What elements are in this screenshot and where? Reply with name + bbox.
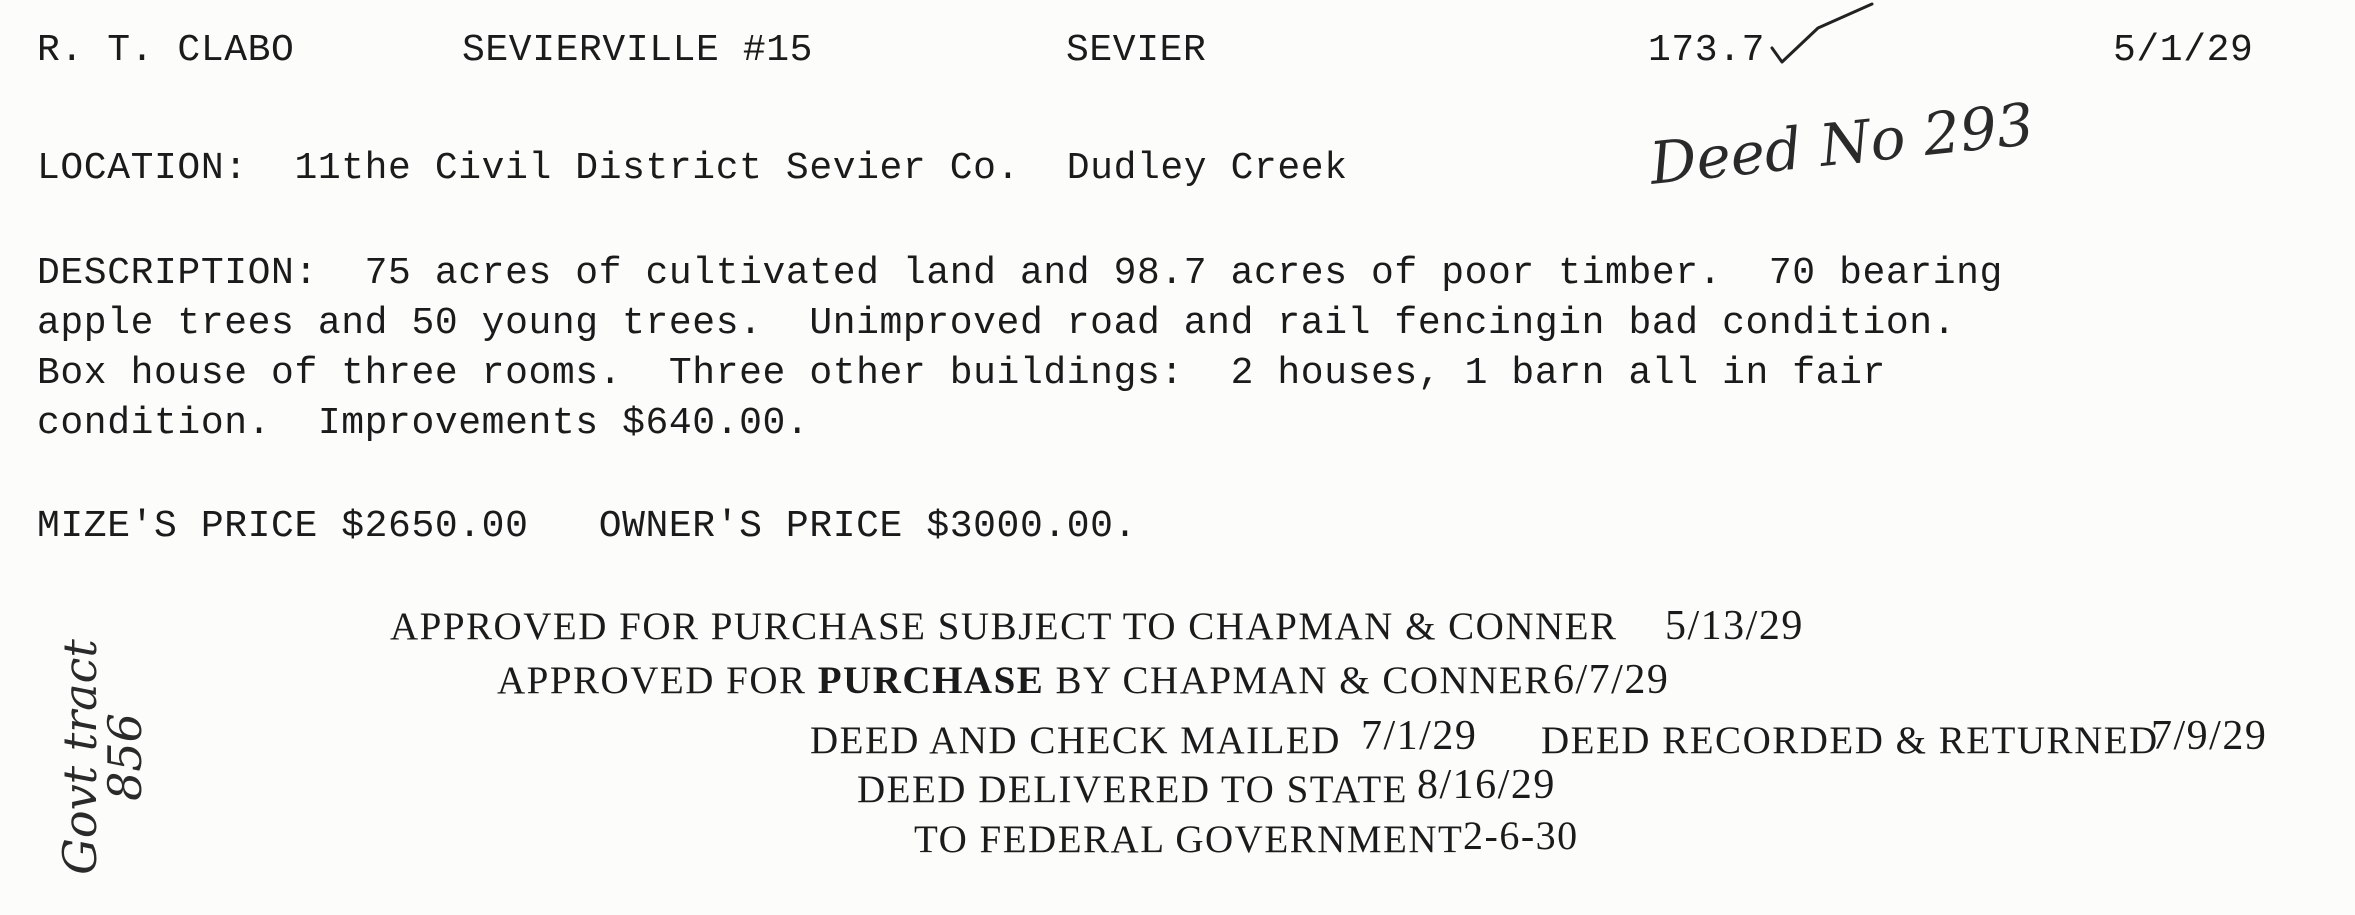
approved-by-text-2: BY CHAPMAN & CONNER xyxy=(1044,659,1552,702)
location-line: LOCATION: 11the Civil District Sevier Co. Dudley Creek xyxy=(37,147,1348,190)
description-line-1: DESCRIPTION: 75 acres of cultivated land and 98.7 acres of poor timber. 70 bearing xyxy=(37,252,2003,295)
recorded-date: 7/9/29 xyxy=(2151,713,2268,759)
mailed-stamp: DEED AND CHECK MAILED xyxy=(810,719,1341,762)
delivered-date: 8/16/29 xyxy=(1417,762,1556,808)
description-line-2: apple trees and 50 young trees. Unimproved road and rail fencingin bad condition. xyxy=(37,302,1957,345)
approved-by-date: 6/7/29 xyxy=(1553,657,1670,703)
approved-by-text-1: APPROVED FOR xyxy=(497,659,818,702)
approved-subject-stamp: APPROVED FOR PURCHASE SUBJECT TO CHAPMAN & CONNER xyxy=(390,605,1618,648)
side-note-line-2: 856 xyxy=(98,713,152,801)
approved-by-text-bold: PURCHASE xyxy=(817,659,1045,702)
tract-number: SEVIERVILLE #15 xyxy=(462,29,814,72)
owner-name: R. T. CLABO xyxy=(37,29,295,72)
description-line-4: condition. Improvements $640.00. xyxy=(37,402,810,445)
recorded-stamp: DEED RECORDED & RETURNED xyxy=(1541,719,2159,762)
mailed-date: 7/1/29 xyxy=(1361,713,1478,759)
approved-by-stamp xyxy=(497,661,1552,700)
approved-subject-date: 5/13/29 xyxy=(1665,603,1804,649)
description-line-3: Box house of three rooms. Three other buildings: 2 houses, 1 barn all in fair xyxy=(37,352,1886,395)
federal-stamp: TO FEDERAL GOVERNMENT xyxy=(914,818,1464,861)
check-mark-icon xyxy=(1768,0,1878,70)
side-note-line-1: Govt tract xyxy=(53,639,107,875)
prices-line: MIZE'S PRICE $2650.00 OWNER'S PRICE $3000.00. xyxy=(37,505,1137,548)
deed-number-handwritten: Deed No 293 xyxy=(1646,89,2037,198)
federal-date: 2-6-30 xyxy=(1463,813,1579,858)
acreage: 173.7 xyxy=(1648,29,1766,72)
county-name: SEVIER xyxy=(1066,29,1207,72)
record-date: 5/1/29 xyxy=(2113,29,2254,72)
delivered-stamp: DEED DELIVERED TO STATE xyxy=(857,768,1408,811)
